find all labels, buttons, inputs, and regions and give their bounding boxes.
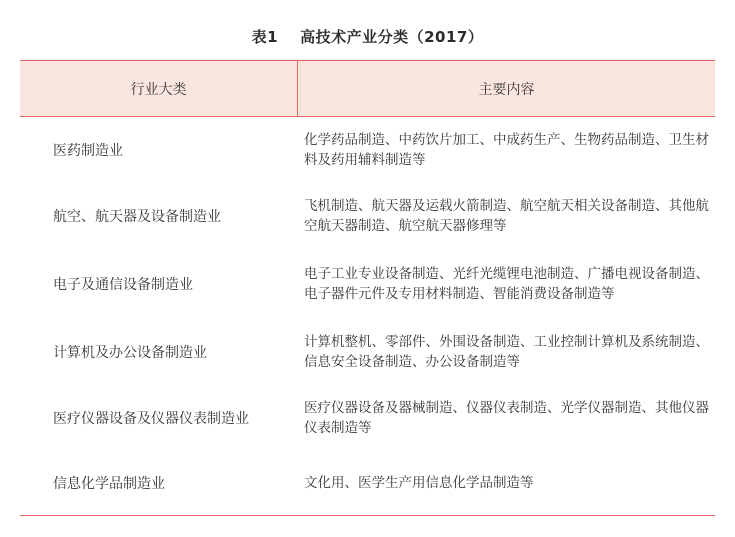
table-title <box>0 26 735 47</box>
classification-table <box>20 60 715 516</box>
table-row <box>20 117 715 183</box>
content-cell: 化学药品制造、中药饮片加工、中成药生产、生物药品制造、卫生材料及药用辅料制造等 <box>304 132 709 168</box>
header-content: 主要内容 <box>478 81 535 98</box>
category-cell: 航空、航天器及设备制造业 <box>53 209 221 225</box>
category-cell: 医疗仪器设备及仪器仪表制造业 <box>53 411 249 427</box>
category-cell: 医药制造业 <box>53 143 123 159</box>
table-header-row <box>20 61 715 117</box>
category-cell: 信息化学品制造业 <box>53 476 165 492</box>
table-row <box>20 183 715 249</box>
content-cell: 电子工业专业设备制造、光纤光缆锂电池制造、广播电视设备制造、电子器件元件及专用材料制造、智能消费设备制造等 <box>304 266 709 302</box>
table-number: 表1 <box>251 28 279 46</box>
category-cell: 计算机及办公设备制造业 <box>53 345 207 361</box>
category-cell: 电子及通信设备制造业 <box>53 277 193 293</box>
content-cell: 飞机制造、航天器及运载火箭制造、航空航天相关设备制造、其他航空航天器制造、航空航天器修理等 <box>304 198 709 234</box>
table-row <box>20 385 715 451</box>
content-cell: 计算机整机、零部件、外围设备制造、工业控制计算机及系统制造、信息安全设备制造、办公设备制造等 <box>304 334 709 370</box>
content-cell: 文化用、医学生产用信息化学品制造等 <box>304 475 534 491</box>
table-row <box>20 451 715 515</box>
table-row <box>20 249 715 319</box>
header-category: 行业大类 <box>20 61 298 116</box>
table-caption: 高技术产业分类（2017） <box>300 28 484 46</box>
content-cell: 医疗仪器设备及器械制造、仪器仪表制造、光学仪器制造、其他仪器仪表制造等 <box>304 400 709 436</box>
table-row <box>20 319 715 385</box>
